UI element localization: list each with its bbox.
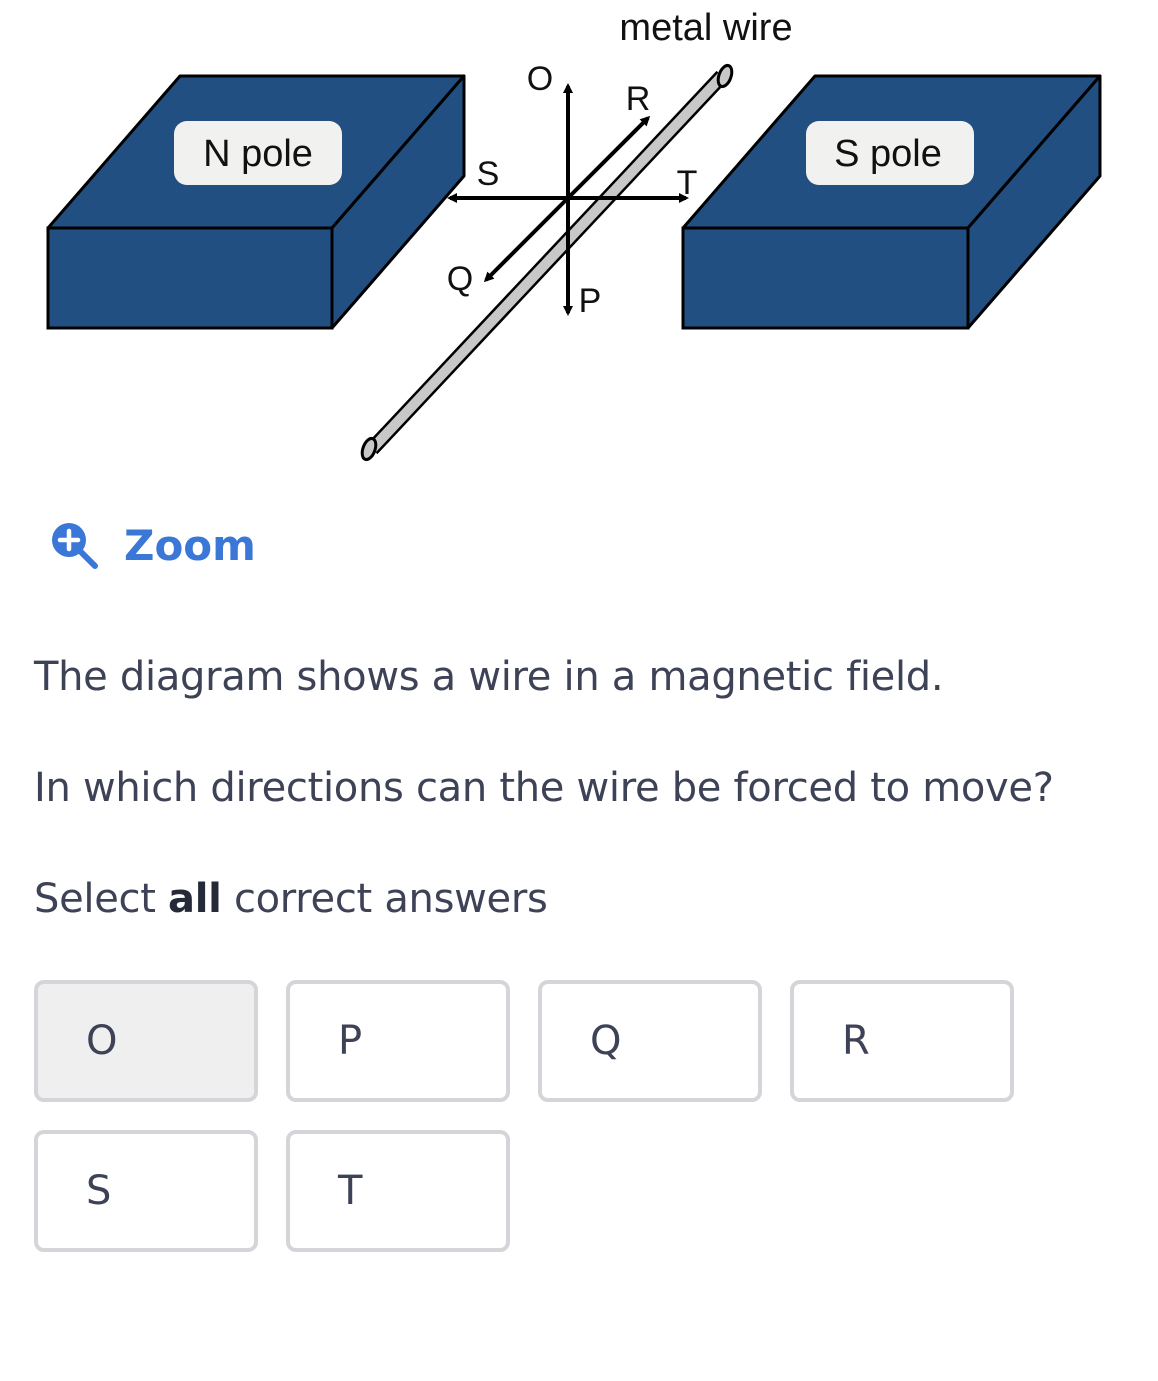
zoom-button[interactable] [48,515,256,575]
answer-option-label: P [338,1018,363,1064]
metal-wire-label: metal wire [619,7,793,49]
answer-option-P[interactable] [286,980,510,1102]
south-magnet [683,76,1100,328]
answer-option-R[interactable] [790,980,1014,1102]
answer-option-Q[interactable] [538,980,762,1102]
label-R: R [625,80,651,118]
answer-option-O[interactable] [34,980,258,1102]
answer-option-label: S [86,1168,112,1214]
answer-option-T[interactable] [286,1130,510,1252]
label-S: S [476,155,500,193]
answer-option-label: Q [590,1018,622,1064]
instruction-suffix: correct answers [221,876,548,922]
answer-option-label: T [338,1168,363,1214]
magnetic-field-diagram [0,0,1158,480]
answer-option-S[interactable] [34,1130,258,1252]
question-statement: The diagram shows a wire in a magnetic field. [34,654,944,700]
answer-instruction [34,876,548,922]
zoom-in-icon [48,519,100,571]
label-P: P [578,282,602,320]
arrow-Q [486,198,568,280]
label-O: O [526,60,554,98]
label-Q: Q [446,260,474,298]
answer-option-label: O [86,1018,118,1064]
answer-option-label: R [842,1018,870,1064]
direction-arrows [450,86,686,313]
zoom-label: Zoom [124,520,256,570]
instruction-prefix: Select [34,876,169,922]
south-pole-label: S pole [834,133,942,175]
north-magnet [48,76,464,328]
question-prompt: In which directions can the wire be forced to move? [34,765,1054,811]
instruction-emphasis: all [168,876,222,922]
north-pole-label: N pole [203,133,313,175]
label-T: T [676,164,698,202]
